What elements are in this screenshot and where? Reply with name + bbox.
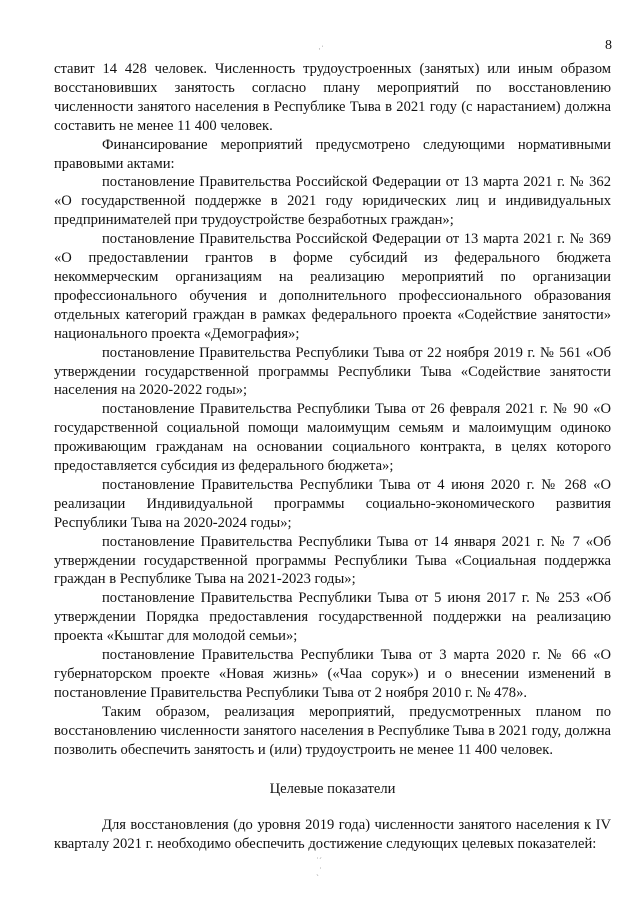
section-heading: Целевые показатели: [269, 780, 396, 797]
paragraph-financing-intro: Финансирование мероприятий предусмотрено следующими нормативными правовыми актами:: [54, 136, 611, 172]
paragraph-legal-act-7: постановление Правительства Республики Тыва от 14 января 2021 г. № 7 «Об утверждении государственной программы Республики Тыва «Социальная поддержка граждан в Республике Тыва на 2021-2023 годы»;: [54, 533, 611, 588]
paragraph-continuation: ставит 14 428 человек. Численность трудоустроенных (занятых) или иным образом восстановивших занятость согласно плану мероприятий по восстановлению численности занятого населения в Республике Тыва в 2021 году (с нарастанием) должна составить не менее 11 400 человек.: [54, 61, 611, 134]
paragraph-legal-act-253: постановление Правительства Республики Тыва от 5 июня 2017 г. № 253 «Об утверждении Порядка предоставления государственной поддержки на реализацию проекта «Кыштаг для молодой семьи»;: [54, 590, 611, 645]
paragraph-legal-act-268: постановление Правительства Республики Тыва от 4 июня 2020 г. № 268 «О реализации Индивидуальной программы социально-экономического развития Республики Тыва на 2020-2024 годы»;: [54, 476, 611, 531]
page-number: 8: [605, 38, 612, 53]
paragraph-legal-act-369: постановление Правительства Российской Федерации от 13 марта 2021 г. № 369 «О предоставлении грантов в форме субсидий из федерального бюджета некоммерческим организациям на реализацию мероприятий по организации профессионального обучения и дополнительного профессионального образования отдельных категорий граждан в рамках федерального проекта «Содействие занятости» национального проекта «Демография»;: [54, 231, 611, 342]
document-body: [54, 60, 611, 854]
paragraph-legal-act-362: постановление Правительства Российской Федерации от 13 марта 2021 г. № 362 «О государственной поддержке в 2021 году юридических лиц и индивидуальных предпринимателей при трудоустройстве безработных граждан»;: [54, 174, 611, 229]
paragraph-legal-act-66: постановление Правительства Республики Тыва от 3 марта 2020 г. № 66 «О губернаторском проекте «Новая жизнь» («Чаа сорук») и о внесении изменений в постановление Правительства Республики Тыва от 2 ноября 2010 г. № 478».: [54, 647, 611, 701]
scan-artifact-top: ·ˈ: [318, 44, 324, 54]
scan-artifact-bottom: ˙ˊ ˏ˙: [316, 856, 322, 876]
paragraph-legal-act-90: постановление Правительства Республики Тыва от 26 февраля 2021 г. № 90 «О государственной социальной помощи малоимущим семьям и малоимущим одиноко проживающим гражданам на основании социального контракта, в целях которого предоставляется субсидия из федерального бюджета»;: [54, 401, 611, 475]
paragraph-target-indicators: Для восстановления (до уровня 2019 года) численности занятого населения к IV кварталу 2021 г. необходимо обеспечить достижение следующих целевых показателей:: [54, 817, 611, 853]
paragraph-conclusion: Таким образом, реализация мероприятий, предусмотренных планом по восстановлению численности занятого населения в Республике Тыва в 2021 году, должна позволить обеспечить занятость и (или) трудоустроить не менее 11 400 человек.: [54, 703, 611, 758]
paragraph-legal-act-561: постановление Правительства Республики Тыва от 22 ноября 2019 г. № 561 «Об утверждении государственной программы Республики Тыва «Содействие занятости населения на 2020-2022 годы»;: [54, 344, 611, 399]
